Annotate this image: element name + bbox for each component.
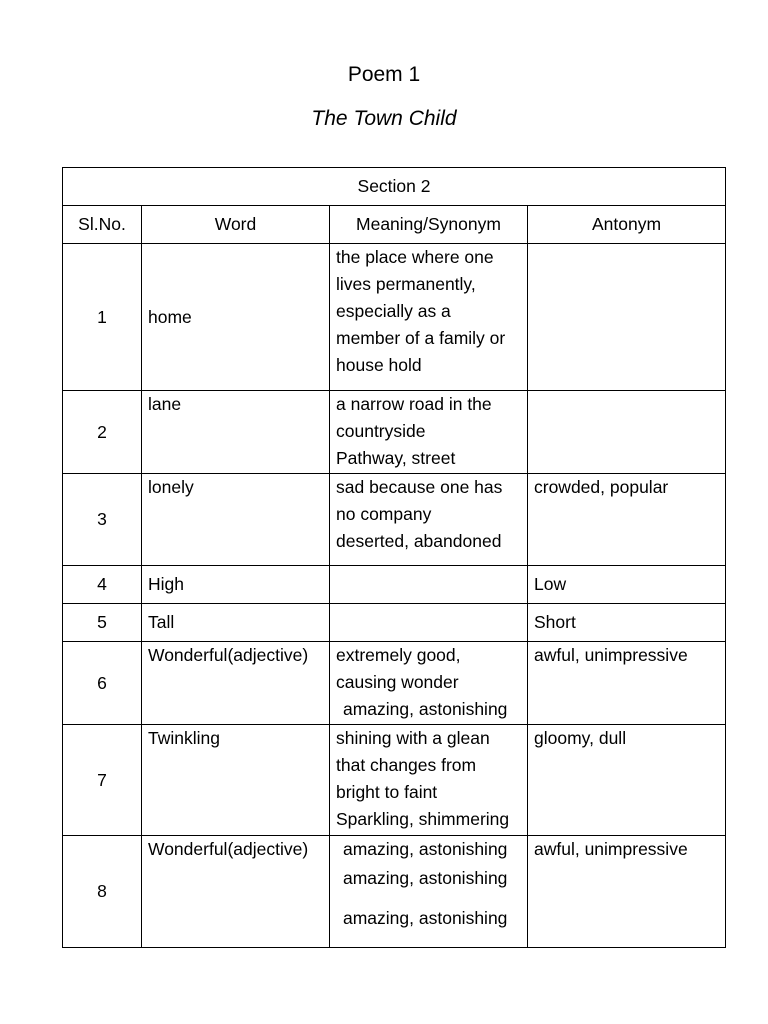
meaning-cell xyxy=(330,642,528,725)
vocabulary-table xyxy=(62,167,726,948)
meaning-line: amazing, astonishing xyxy=(343,908,508,928)
table-row xyxy=(63,566,726,604)
meaning-line: the place where one xyxy=(336,247,494,267)
meaning-line: a narrow road in the xyxy=(336,394,492,414)
meaning-line: Pathway, street xyxy=(336,448,456,468)
header-antonym: Antonym xyxy=(528,206,726,244)
antonym-cell xyxy=(528,642,726,725)
antonym-cell xyxy=(528,725,726,836)
meaning-cell xyxy=(330,725,528,836)
antonym-line: gloomy, dull xyxy=(534,728,627,748)
table-row xyxy=(63,604,726,642)
table-row xyxy=(63,474,726,566)
word-cell: home xyxy=(142,244,330,391)
table-row xyxy=(63,391,726,474)
meaning-line: shining with a glean xyxy=(336,728,490,748)
sl-no-cell: 4 xyxy=(63,566,142,604)
meaning-line: no company xyxy=(336,504,432,524)
table-row xyxy=(63,642,726,725)
meaning-line: Sparkling, shimmering xyxy=(336,809,510,829)
meaning-line: bright to faint xyxy=(336,782,438,802)
meaning-cell xyxy=(330,836,528,948)
antonym-cell xyxy=(528,836,726,948)
antonym-cell xyxy=(528,391,726,474)
sl-no-cell: 1 xyxy=(63,244,142,391)
meaning-line: amazing, astonishing xyxy=(343,839,508,859)
antonym-cell xyxy=(528,604,726,642)
meaning-line: member of a family or xyxy=(336,328,506,348)
table-row xyxy=(63,836,726,948)
sl-no-cell: 8 xyxy=(63,836,142,948)
word-cell: High xyxy=(142,566,330,604)
word-cell: Wonderful(adjective) xyxy=(142,642,330,725)
meaning-cell xyxy=(330,604,528,642)
table-row xyxy=(63,725,726,836)
meaning-line: especially as a xyxy=(336,301,451,321)
poem-title: Poem 1 xyxy=(347,63,421,86)
header-row xyxy=(63,206,726,244)
antonym-line: Low xyxy=(534,574,567,594)
meaning-line: countryside xyxy=(336,421,426,441)
sl-no-cell: 2 xyxy=(63,391,142,474)
antonym-line: awful, unimpressive xyxy=(534,839,688,859)
word-cell: lane xyxy=(142,391,330,474)
word-cell: Wonderful(adjective) xyxy=(142,836,330,948)
word-cell: Tall xyxy=(142,604,330,642)
meaning-cell xyxy=(330,391,528,474)
section-label: Section 2 xyxy=(63,168,726,206)
meaning-cell xyxy=(330,566,528,604)
meaning-line: amazing, astonishing xyxy=(343,868,508,888)
meaning-line: amazing, astonishing xyxy=(343,699,508,719)
table-row xyxy=(63,244,726,391)
meaning-cell xyxy=(330,244,528,391)
meaning-cell xyxy=(330,474,528,566)
sl-no-cell: 6 xyxy=(63,642,142,725)
poem-subtitle: The Town Child xyxy=(311,107,457,130)
header-meaning: Meaning/Synonym xyxy=(330,206,528,244)
antonym-line: crowded, popular xyxy=(534,477,669,497)
antonym-cell xyxy=(528,244,726,391)
meaning-line: deserted, abandoned xyxy=(336,531,502,551)
antonym-cell xyxy=(528,566,726,604)
sl-no-cell: 3 xyxy=(63,474,142,566)
antonym-line: awful, unimpressive xyxy=(534,645,688,665)
antonym-line: Short xyxy=(534,612,576,632)
meaning-line: lives permanently, xyxy=(336,274,476,294)
meaning-line: extremely good, xyxy=(336,645,461,665)
word-cell: Twinkling xyxy=(142,725,330,836)
meaning-line: house hold xyxy=(336,355,422,375)
header-sl-no: Sl.No. xyxy=(63,206,142,244)
section-row xyxy=(63,168,726,206)
meaning-line: sad because one has xyxy=(336,477,503,497)
word-cell: lonely xyxy=(142,474,330,566)
meaning-line: causing wonder xyxy=(336,672,459,692)
antonym-cell xyxy=(528,474,726,566)
sl-no-cell: 7 xyxy=(63,725,142,836)
meaning-line: that changes from xyxy=(336,755,477,775)
sl-no-cell: 5 xyxy=(63,604,142,642)
header-word: Word xyxy=(142,206,330,244)
